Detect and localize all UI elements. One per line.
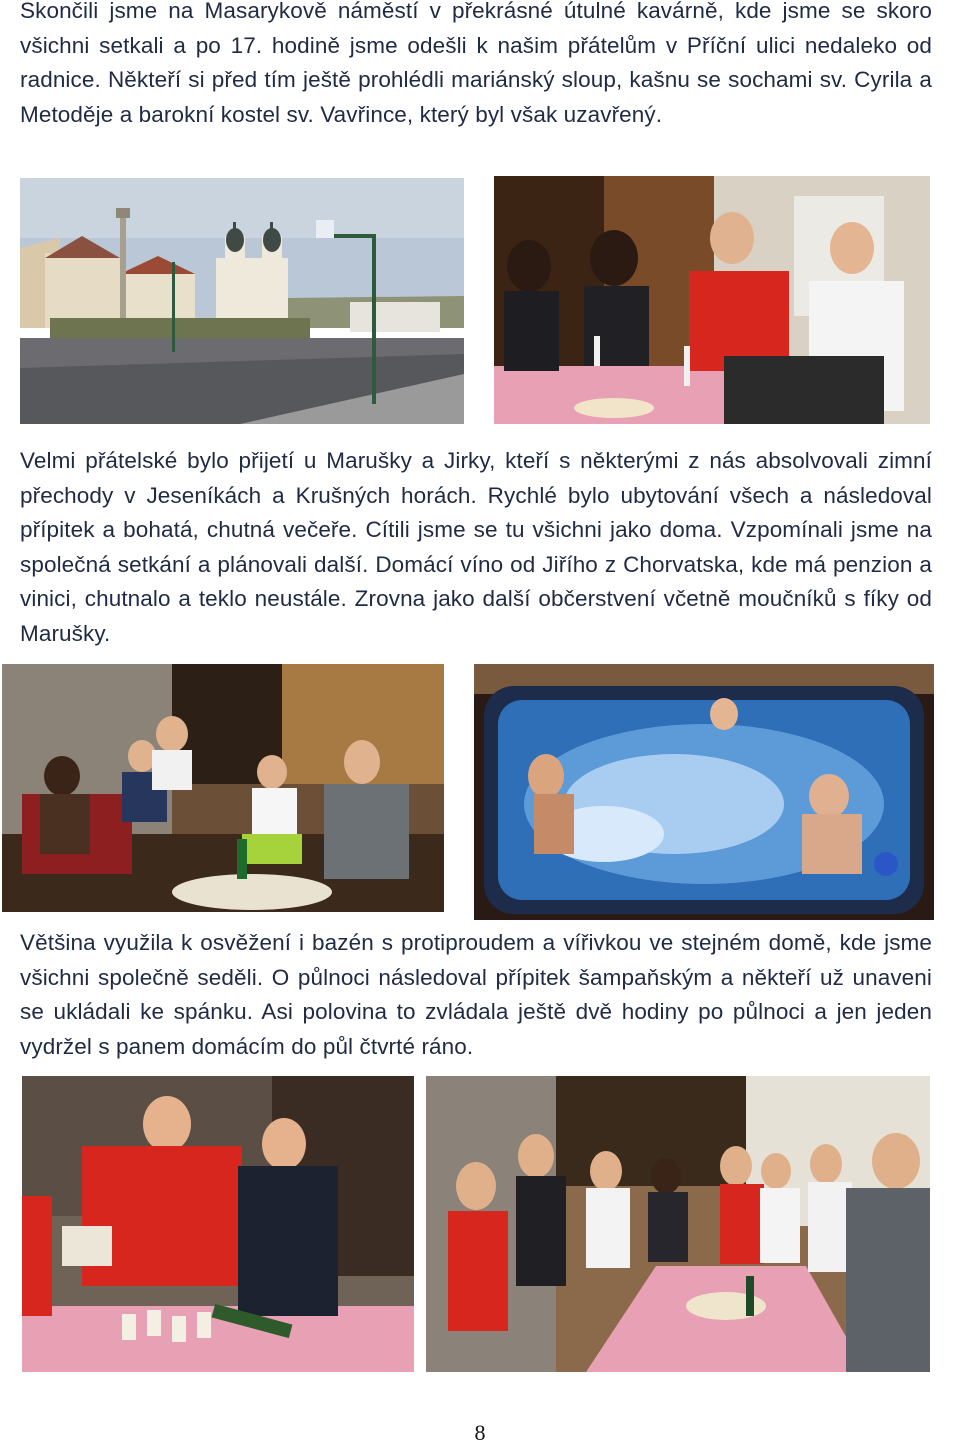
photo-town-square (20, 178, 464, 424)
photo-champagne-pouring (22, 1076, 414, 1372)
photo-hot-tub (474, 664, 934, 920)
paragraph-intro: Skončili jsme na Masarykově náměstí v překrásné útulné kavárně, kde jsme se skoro všichni setkali a po 17. hodině jsme odešli k našim přátelům v Příční ulici nedaleko od radnice. Někteří si před tím ještě prohlédli mariánský sloup, kašnu se sochami sv. Cyrila a Metoděje a barokní kostel sv. Vavřince, který byl však uzavřený. (20, 0, 932, 127)
photo-midnight-toast (426, 1076, 930, 1372)
page-number: 8 (474, 1420, 486, 1445)
photo-friends-table (494, 176, 930, 424)
paragraph-evening: Většina využila k osvěžení i bazén s protiproudem a vířivkou ve stejném domě, kde jsme všichni společně seděli. O půlnoci následoval přípitek šampaňským a někteří už unaveni se ukládali ke spánku. Asi polovina to zvládala ještě dvě hodiny po půlnoci a jen jeden vydržel s panem domácím do půl čtvrté ráno. (20, 930, 932, 1059)
photo-living-room (2, 664, 444, 912)
paragraph-welcome: Velmi přátelské bylo přijetí u Marušky a Jirky, kteří s některými z nás absolvovali zimní přechody v Jeseníkách a Krušných horách. Rychlé bylo ubytování všech a následoval přípitek a bohatá, chutná večeře. Cítili jsme se tu všichni jako doma. Vzpomínali jsme na společná setkání a plánovali další. Domácí víno od Jiřího z Chorvatska, kde má penzion a vinici, chutnalo a teklo neustále. Zrovna jako další občerstvení včetně moučníků s fíky od Marušky. (20, 448, 932, 646)
